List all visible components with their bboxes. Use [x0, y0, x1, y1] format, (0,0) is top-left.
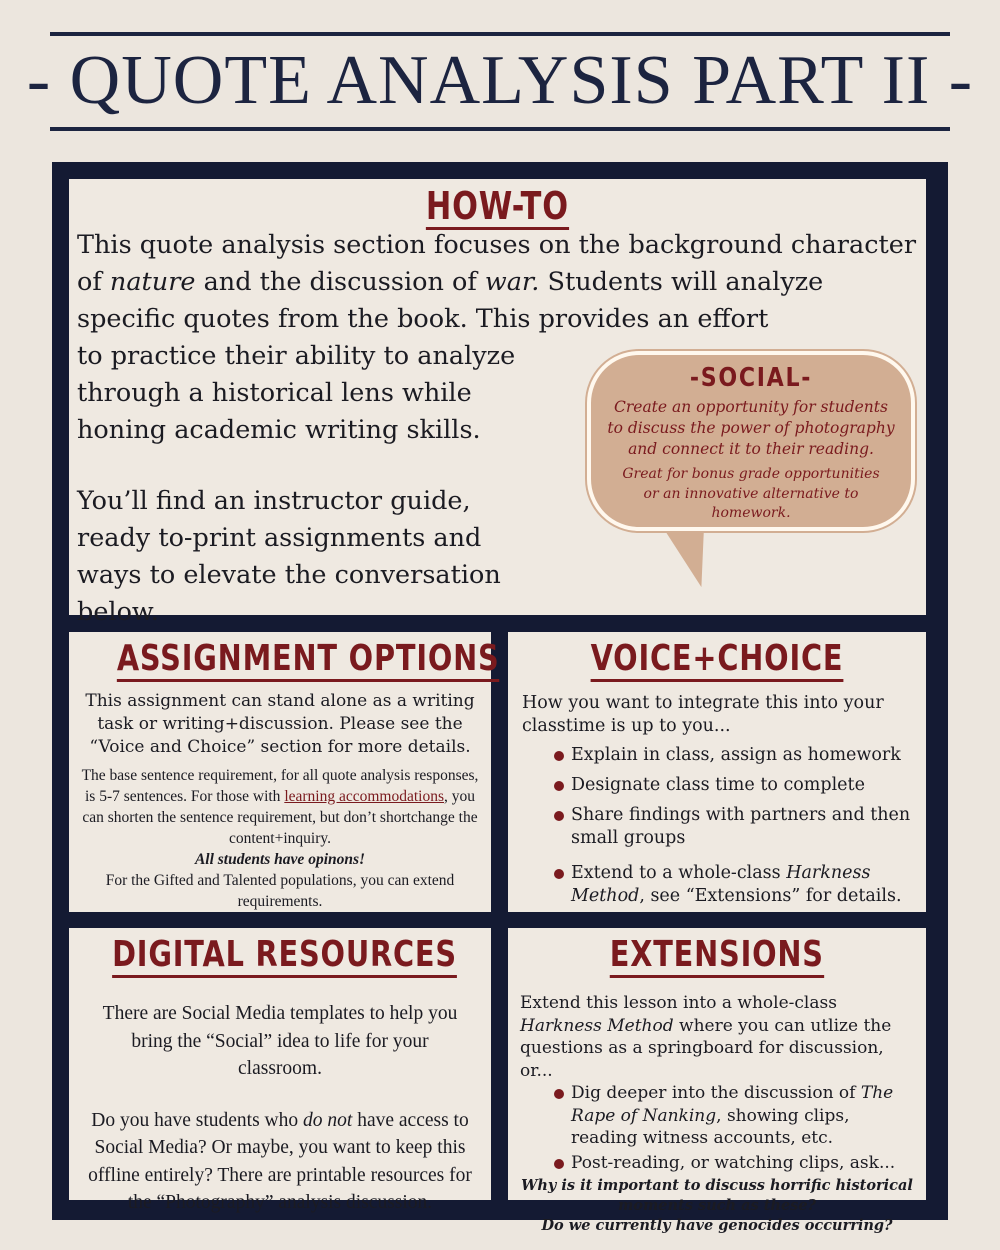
how-to-paragraph-1 [77, 227, 922, 338]
voice-choice-list [508, 744, 926, 908]
extensions-panel [508, 928, 926, 1234]
list-item-text: Explain in class, assign as homework [571, 745, 901, 765]
social-speech-bubble [587, 351, 915, 531]
how-to-panel [69, 179, 926, 627]
digital-text-2b: have access to Social Media? Or maybe, you want to keep this offline entirely? There are printable resources for the “Photography” analysis discussion. [88, 1109, 472, 1213]
bullet-icon [554, 811, 564, 821]
how-to-text-b: and the discussion of [195, 267, 485, 297]
assignment-text-2b: , you can shorten the sentence requirement, but don’t shortchange the content+inquiry. [82, 788, 478, 847]
voice-choice-heading: VOICE+CHOICE [591, 641, 844, 682]
how-to-paragraph-2: You’ll find an instructor guide, ready to-print assignments and ways to elevate the conversation below. [77, 486, 501, 627]
list-item [554, 804, 916, 850]
bullet-icon [554, 869, 564, 879]
list-item-text: Share findings with partners and then small groups [571, 805, 911, 848]
how-to-heading: HOW-TO [425, 184, 569, 228]
list-item-text: Post-reading, or watching clips, ask... [571, 1152, 896, 1173]
list-item-text: Designate class time to complete [571, 775, 865, 795]
list-item-text-a: Extend to a whole-class [571, 863, 787, 883]
social-text-2: Great for bonus grade opportunities or an innovative alternative to homework. [622, 466, 880, 521]
list-item-text-b: , showing clips, reading witness accounts, etc. [571, 1105, 850, 1148]
bullet-icon [554, 751, 564, 761]
list-item [554, 1152, 916, 1175]
social-heading: -SOCIAL- [689, 363, 813, 393]
extensions-intro [520, 992, 914, 1082]
list-item [554, 1082, 916, 1150]
social-text-1: Create an opportunity for students to discuss the power of photography and connect it to their reading. [607, 398, 895, 458]
page-title: - QUOTE ANALYSIS PART II - [26, 42, 974, 119]
assignment-text-3: For the Gifted and Talented populations, you can extend requirements. [105, 872, 455, 910]
voice-choice-intro: How you want to integrate this into your classtime is up to you... [522, 693, 884, 736]
learning-accommodations-link[interactable]: learning accommodations [284, 788, 444, 805]
digital-text-1: There are Social Media templates to help you bring the “Social” idea to life for your classroom. [102, 1003, 458, 1079]
bullet-icon [554, 781, 564, 791]
list-item [554, 744, 916, 767]
list-item [554, 774, 916, 797]
assignment-options-heading: ASSIGNMENT OPTIONS [117, 641, 500, 682]
digital-do-not: do not [303, 1109, 353, 1131]
content-frame [52, 162, 948, 1234]
extensions-intro-b: where you can utlize the questions as a springboard for discussion, or... [520, 1015, 892, 1081]
extensions-question-1: Why is it important to discuss horrific historical moments such as these? [521, 1177, 913, 1214]
title-rule-top [50, 32, 950, 36]
digital-resources-heading: DIGITAL RESOURCES [112, 937, 457, 978]
assignment-options-panel [69, 632, 500, 912]
how-to-nature: nature [109, 267, 196, 297]
extensions-questions [520, 1176, 914, 1236]
bullet-icon [554, 1089, 564, 1099]
extensions-question-2: Do we currently have genocides occurring? [541, 1217, 893, 1234]
extensions-intro-a: Extend this lesson into a whole-class [520, 993, 837, 1013]
extensions-list [508, 1082, 926, 1174]
assignment-text-1: This assignment can stand alone as a writing task or writing+discussion. Please see the “Voice and Choice” section for more details. [85, 691, 475, 757]
extensions-heading: EXTENSIONS [610, 937, 824, 978]
how-to-war: war. [484, 267, 540, 297]
bullet-icon [554, 1159, 564, 1169]
digital-text-2a: Do you have students who [91, 1109, 304, 1131]
harkness-method-em: Harkness Method [571, 863, 871, 906]
extensions-harkness-em: Harkness Method [520, 1015, 674, 1036]
list-item [554, 862, 916, 908]
list-item-text-b: , see “Extensions” for details. [639, 886, 902, 906]
how-to-text-a: This quote analysis section focuses on the background character of [77, 230, 917, 297]
voice-choice-panel [508, 632, 926, 912]
assignment-text-2a: The base sentence requirement, for all quote analysis responses, is 5-7 sentences. For those with [81, 767, 479, 805]
list-item-text-a: Dig deeper into the discussion of [571, 1083, 861, 1103]
digital-text-2 [79, 1107, 481, 1217]
digital-resources-panel [69, 928, 491, 1213]
assignment-text-2 [77, 765, 483, 912]
title-rule-bottom [50, 127, 950, 131]
how-to-text-c: Students will analyze specific quotes from the book. This provides an effort [77, 267, 824, 334]
rape-of-nanking-em: The Rape of Nanking [571, 1083, 894, 1126]
assignment-emphasis: All students have opinons! [194, 851, 366, 868]
how-to-text-d: to practice their ability to analyze through a historical lens while honing academic writing skills. [77, 341, 516, 445]
